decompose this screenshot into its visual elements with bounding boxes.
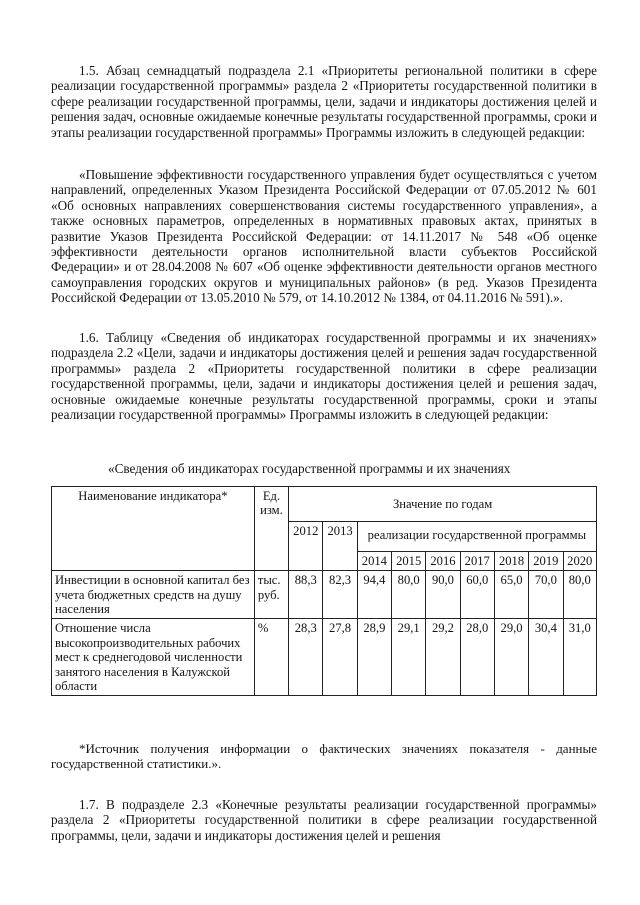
value-cell: 82,3 xyxy=(323,571,357,619)
value-cell: 31,0 xyxy=(563,619,597,696)
value-cell: 65,0 xyxy=(494,571,528,619)
quote-paragraph: «Повышение эффективности государственного управления будет осуществляться с учетом направлений, определенных Указом Президента Российской Федерации от 07.05.2012 № 601 «Об основных направлениях совершенствования системы государственного управления», а также основных параметров, определенных в нормативных правовых актах, принятых в развитие Указов Президента Российской Федерации: от 14.11.2017 № 548 «Об оценке эффективности деятельности органов исполнительной власти субъектов Российской Федерации» и от 28.04.2008 № 607 «Об оценке эффективности деятельности органов местного самоуправления городских округов и муниципальных районов» (в ред. Указов Президента Российской Федерации от 13.05.2010 № 579, от 14.10.2012 № 1384, от 04.11.2016 № 591).». xyxy=(51,167,597,306)
value-cell: 28,0 xyxy=(460,619,494,696)
value-cell: 29,1 xyxy=(392,619,426,696)
year-cell: 2019 xyxy=(529,551,563,570)
value-cell: 29,0 xyxy=(494,619,528,696)
value-cell: 29,2 xyxy=(426,619,460,696)
table-header-row xyxy=(52,487,597,522)
table-footnote: *Источник получения информации о фактических значениях показателя - данные государственной статистики.». xyxy=(51,741,597,771)
header-implementation-period: реализации государственной программы xyxy=(357,522,596,551)
indicator-unit: % xyxy=(254,619,288,696)
value-cell: 80,0 xyxy=(392,571,426,619)
year-cell: 2012 xyxy=(289,522,323,571)
paragraph-1-5: 1.5. Абзац семнадцатый подраздела 2.1 «Приоритеты региональной политики в сфере реализации государственной программы» раздела 2 «Приоритеты государственной политики в сфере реализации государственной программы, цели, задачи и индикаторы достижения целей и решения задач, основные ожидаемые конечные результаты государственной программы, сроки и этапы реализации государственной программы» Программы изложить в следующей редакции: xyxy=(51,63,597,140)
indicator-name: Инвестиции в основной капитал без учета бюджетных средств на душу населения xyxy=(52,571,255,619)
year-cell: 2020 xyxy=(563,551,597,570)
year-cell: 2015 xyxy=(392,551,426,570)
indicator-unit: тыс. руб. xyxy=(254,571,288,619)
paragraph-1-6: 1.6. Таблицу «Сведения об индикаторах государственной программы и их значениях» подраздела 2.2 «Цели, задачи и индикаторы достижения целей и решения задач государственной программы» раздела 2 «Приоритеты государственной политики в сфере реализации государственной программы, цели, задачи и индикаторы достижения целей и решения задач, основные ожидаемые конечные результаты государственной программы, сроки и этапы реализации государственной программы» Программы изложить в следующей редакции: xyxy=(51,330,597,423)
year-cell: 2017 xyxy=(460,551,494,570)
value-cell: 30,4 xyxy=(529,619,563,696)
value-cell: 28,9 xyxy=(357,619,391,696)
header-indicator-name: Наименование индикатора* xyxy=(52,487,255,571)
value-cell: 27,8 xyxy=(323,619,357,696)
paragraph-1-7: 1.7. В подразделе 2.3 «Конечные результаты реализации государственной программы» раздела 2 «Приоритеты государственной политики в сфере реализации государственной программы, цели, задачи и индикаторы достижения целей и решения xyxy=(51,797,597,843)
year-cell: 2016 xyxy=(426,551,460,570)
value-cell: 90,0 xyxy=(426,571,460,619)
table-row xyxy=(52,571,597,619)
value-cell: 60,0 xyxy=(460,571,494,619)
year-cell: 2013 xyxy=(323,522,357,571)
value-cell: 94,4 xyxy=(357,571,391,619)
year-cell: 2018 xyxy=(494,551,528,570)
table-row xyxy=(52,619,597,696)
indicator-name: Отношение числа высокопроизводительных рабочих мест к среднегодовой численности занятого населения в Калужской области xyxy=(52,619,255,696)
header-values-by-year: Значение по годам xyxy=(289,487,597,522)
table-caption: «Сведения об индикаторах государственной программы и их значениях xyxy=(108,461,511,476)
value-cell: 28,3 xyxy=(289,619,323,696)
header-unit: Ед. изм. xyxy=(254,487,288,571)
indicators-table xyxy=(51,486,597,696)
value-cell: 70,0 xyxy=(529,571,563,619)
value-cell: 88,3 xyxy=(289,571,323,619)
value-cell: 80,0 xyxy=(563,571,597,619)
year-cell: 2014 xyxy=(357,551,391,570)
